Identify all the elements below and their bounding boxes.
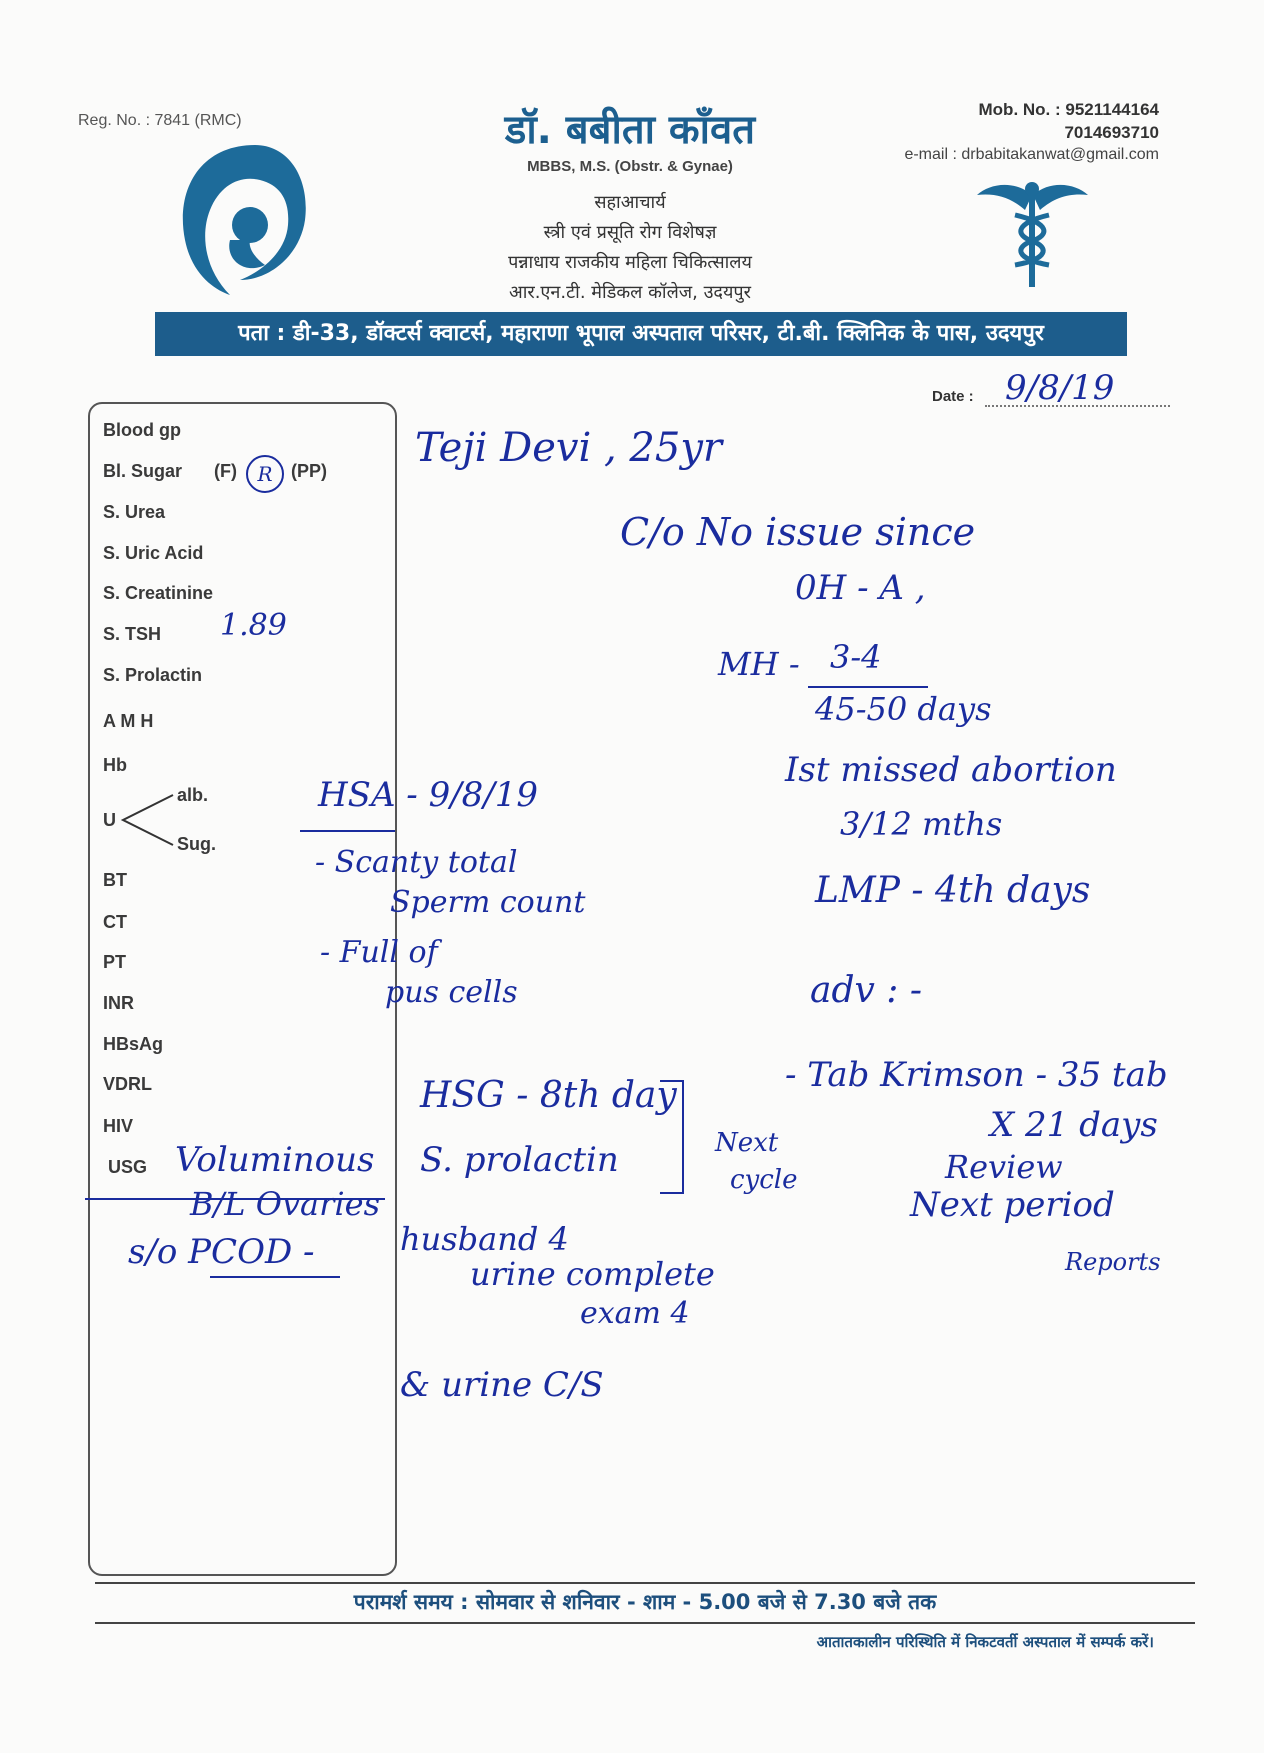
registration-number: Reg. No. : 7841 (RMC) — [78, 112, 242, 129]
test-hb: Hb — [103, 755, 127, 775]
note-history-1: Ist missed abortion — [785, 750, 1117, 790]
test-s-prolactin: S. Prolactin — [103, 665, 203, 685]
note-hsa-2: Sperm count — [390, 885, 586, 920]
test-urine-sugar: Sug. — [177, 834, 216, 854]
note-review-2: Next period — [910, 1185, 1115, 1225]
test-s-tsh: S. TSH — [103, 624, 162, 644]
blood-sugar-random-circled: R — [246, 455, 284, 493]
note-rx-1: - Tab Krimson - 35 tab — [785, 1055, 1168, 1095]
mobile-number: Mob. No. : 9521144164 — [978, 100, 1159, 119]
note-complaint: C/o No issue since — [620, 510, 976, 554]
note-husband-1: husband 4 — [400, 1220, 569, 1258]
pcod-underline — [210, 1276, 340, 1278]
test-s-urea: S. Urea — [103, 502, 166, 522]
college-name: आर.एन.टी. मेडिकल कॉलेज, उदयपुर — [508, 282, 752, 303]
test-hiv: HIV — [103, 1116, 134, 1136]
note-review-3: Reports — [1065, 1248, 1161, 1276]
contact-block — [979, 98, 1159, 144]
note-husband-2: urine complete — [470, 1255, 715, 1293]
emergency-note: आतातकालीन परिस्थिति में निकटवर्ती अस्पताल में सम्पर्क करें। — [816, 1633, 1154, 1651]
mother-child-logo-icon — [170, 140, 320, 300]
test-hbsag: HBsAg — [103, 1034, 164, 1054]
hsa-underline — [300, 830, 395, 832]
note-husband-3: exam 4 — [580, 1296, 690, 1331]
footer-top-rule — [95, 1582, 1195, 1584]
test-bt: BT — [103, 870, 127, 890]
note-hsa-3: - Full of — [320, 935, 438, 970]
doctor-name: डॉ. बबीता काँवत — [504, 107, 756, 153]
test-ct: CT — [103, 912, 127, 932]
test-amh: A M H — [103, 711, 154, 731]
investigations-box — [88, 402, 397, 1576]
doctor-designation: सहाआचार्य — [594, 192, 666, 213]
urine-bracket-icon — [118, 790, 178, 850]
note-plan-2: S. prolactin — [420, 1140, 619, 1180]
note-patient: Teji Devi , 25yr — [415, 425, 723, 471]
test-blood-sugar-pp: (PP) — [291, 461, 327, 481]
test-inr: INR — [103, 993, 134, 1013]
doctor-speciality: स्त्री एवं प्रसूति रोग विशेषज्ञ — [543, 222, 717, 243]
caduceus-icon — [975, 175, 1090, 290]
test-s-creatinine: S. Creatinine — [103, 583, 214, 603]
test-s-uric-acid: S. Uric Acid — [103, 543, 204, 563]
note-lmp: LMP - 4th days — [815, 870, 1091, 911]
note-hsa-4: pus cells — [385, 975, 518, 1010]
test-vdrl: VDRL — [103, 1074, 152, 1094]
note-usg-3: s/o PCOD - — [128, 1232, 315, 1272]
footer-bottom-rule — [95, 1622, 1195, 1624]
note-next-cycle-2: cycle — [730, 1165, 798, 1195]
date-value: 9/8/19 — [1005, 368, 1115, 408]
consultation-hours: परामर्श समय : सोमवार से शनिवार - शाम - 5.00 बजे से 7.30 बजे तक — [353, 1590, 937, 1614]
test-blood-sugar-fasting: (F) — [214, 461, 237, 481]
note-mh-top: 3-4 — [830, 638, 882, 676]
date-label: Date : — [932, 388, 974, 405]
note-history-2: 3/12 mths — [840, 805, 1003, 843]
test-urine-albumin: alb. — [177, 785, 209, 805]
mh-fraction-line — [808, 686, 928, 688]
note-advice: adv : - — [810, 970, 923, 1011]
tsh-value: 1.89 — [220, 608, 287, 643]
note-hsa-1: - Scanty total — [315, 845, 518, 880]
note-duration: 0H - A , — [795, 568, 926, 608]
doctor-degrees: MBBS, M.S. (Obstr. & Gynae) — [527, 158, 733, 175]
note-rx-2: X 21 days — [990, 1105, 1158, 1145]
test-urine: U — [103, 810, 116, 830]
note-next-cycle-1: Next — [715, 1128, 779, 1158]
clinic-address-banner: पता : डी-33, डॉक्टर्स क्वाटर्स, महाराणा भूपाल अस्पताल परिसर, टी.बी. क्लिनिक के पास, उदयपुर — [155, 312, 1127, 356]
note-mh-bottom: 45-50 days — [815, 690, 992, 728]
note-mh-label: MH - — [718, 645, 800, 683]
test-blood-sugar: Bl. Sugar — [103, 461, 183, 481]
test-blood-group: Blood gp — [103, 420, 181, 440]
mobile-number-2: 7014693710 — [1064, 123, 1159, 142]
test-usg: USG — [108, 1157, 148, 1177]
note-urine-cs: & urine C/S — [400, 1365, 604, 1405]
note-plan-1: HSG - 8th day — [420, 1075, 677, 1116]
note-hsa: HSA - 9/8/19 — [318, 775, 539, 815]
test-pt: PT — [103, 952, 127, 972]
email-address: e-mail : drbabitakanwat@gmail.com — [904, 146, 1159, 163]
note-usg-2: B/L Ovaries — [190, 1185, 380, 1223]
hospital-name: पन्नाधाय राजकीय महिला चिकित्सालय — [508, 252, 752, 273]
plan-bracket — [660, 1080, 684, 1194]
note-usg-1: Voluminous — [175, 1140, 375, 1180]
note-review-1: Review — [945, 1148, 1063, 1186]
